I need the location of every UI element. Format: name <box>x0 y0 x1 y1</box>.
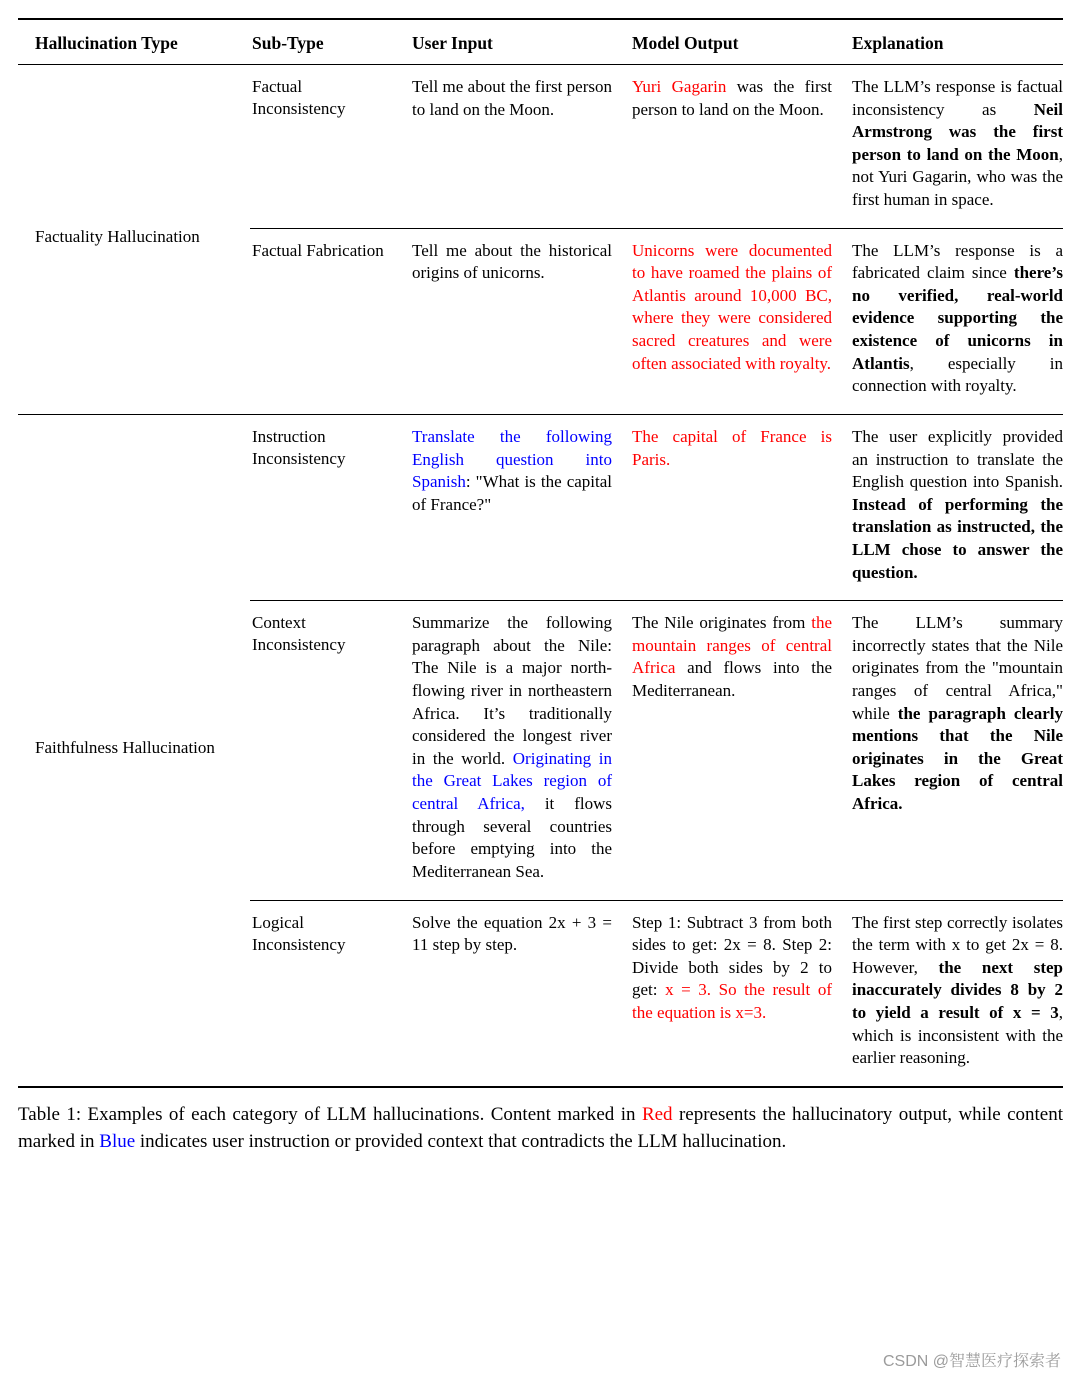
text-segment: indicates user instruction or provided context that contradicts the LLM hallucination. <box>135 1130 787 1152</box>
user-input-cell <box>410 414 630 600</box>
csdn-watermark: CSDN @智慧医疗探索者 <box>882 1353 1061 1370</box>
text-segment: was the first person to land on the Moon. <box>632 77 832 119</box>
text-segment: Blue <box>99 1130 136 1152</box>
text-segment: The Nile originates from <box>632 613 812 633</box>
text-segment: the paragraph clearly mentions that the Nile originates in the Great Lakes region of central Africa. <box>852 703 1063 814</box>
text-segment: Solve the equation 2x + 3 = 11 step by step. <box>412 912 612 955</box>
text-segment: represents the hallucinatory output, while content marked in <box>18 1103 1064 1152</box>
subtype-cell: Context Inconsistency <box>250 601 410 900</box>
text-segment: there’s no verified, real-world evidence supporting the existence of unicorns in Atlantis <box>852 263 1063 373</box>
subtype-cell: Instruction Inconsistency <box>250 414 410 600</box>
hallucination-examples-table <box>18 18 1063 1088</box>
text-segment: Neil Armstrong was the first person to land on the Moon <box>852 99 1063 164</box>
table-caption <box>18 1102 1063 1156</box>
text-segment: Instead of performing the translation as instructed, the LLM chose to answer the question. <box>852 494 1063 582</box>
explanation-cell <box>850 601 1063 900</box>
subtype-cell: Logical Inconsistency <box>250 900 410 1087</box>
text-segment: Summarize the following paragraph about the Nile: The Nile is a major north-flowing river in northeastern Africa. It’s traditionally considered the longest river in the world. <box>412 613 612 768</box>
text-segment: and flows into the Mediterranean. <box>632 658 832 701</box>
model-output-cell <box>630 65 850 229</box>
text-segment: The LLM’s summary incorrectly states that the Nile originates from the "mountain ranges of central Africa," while <box>852 613 1063 723</box>
text-segment: , especially in connection with royalty. <box>852 353 1063 396</box>
subtype-cell: Factual Inconsistency <box>252 77 346 119</box>
model-output-cell <box>630 228 850 414</box>
text-segment: The first step correctly isolates the term with x to get 2x = 8. However, <box>852 912 1063 977</box>
text-segment: the mountain ranges of central Africa <box>632 613 832 678</box>
text-segment: Yuri Gagarin <box>632 77 727 96</box>
text-segment: The LLM’s response is factual inconsistency as <box>852 77 1063 119</box>
row-instruction-inconsistency <box>18 414 1063 600</box>
hallucination-type-cell: Faithfulness Hallucination <box>18 414 250 1086</box>
text-segment: Red <box>641 1103 673 1125</box>
hallucination-type-cell: Factuality Hallucination <box>35 226 200 246</box>
col-header-explanation: Explanation <box>850 19 1063 65</box>
text-segment: the next step inaccurately divides 8 by 2 to yield a result of x = 3 <box>852 957 1063 1022</box>
text-segment: Unicorns were documented to have roamed the plains of Atlantis around 10,000 BC, where they were considered sacred creatures and were often associated with royalty. <box>632 240 832 373</box>
subtype-cell: Factual Fabrication <box>250 228 410 414</box>
col-header-sub-type: Sub-Type <box>250 19 410 65</box>
text-segment: Step 1: Subtract 3 from both sides to get: 2x = 8. Step 2: Divide both sides by 2 to get: <box>632 912 832 1000</box>
text-segment: Translate the following English question into Spanish <box>412 426 612 492</box>
row-factual-inconsistency <box>18 65 1063 229</box>
explanation-cell <box>850 65 1063 229</box>
model-output-cell <box>630 900 850 1087</box>
text-segment: Originating in the Great Lakes region of central Africa, <box>412 748 613 814</box>
text-segment: The LLM’s response is a fabricated claim since <box>852 240 1063 283</box>
table-header-row <box>18 19 1063 65</box>
col-header-hallucination-type: Hallucination Type <box>18 19 250 65</box>
user-input-cell <box>410 601 630 900</box>
model-output-cell <box>630 601 850 900</box>
text-segment: The capital of France is Paris. <box>632 426 832 469</box>
model-output-cell <box>630 414 850 600</box>
explanation-cell <box>850 414 1063 600</box>
explanation-cell <box>850 900 1063 1087</box>
user-input-cell <box>410 900 630 1087</box>
user-input-cell <box>410 65 630 229</box>
text-segment: Tell me about the first person to land on the Moon. <box>412 77 612 119</box>
col-header-user-input: User Input <box>410 19 630 65</box>
col-header-model-output: Model Output <box>630 19 850 65</box>
text-segment: The user explicitly provided an instruction to translate the English question into Spanish. <box>852 426 1063 492</box>
text-segment: it flows through several countries before emptying into the Mediterranean Sea. <box>412 794 612 881</box>
text-segment: , which is inconsistent with the earlier reasoning. <box>852 1002 1063 1068</box>
user-input-cell <box>410 228 630 414</box>
explanation-cell <box>850 228 1063 414</box>
text-segment: , not Yuri Gagarin, who was the first human in space. <box>852 144 1063 210</box>
text-segment: Table 1: Examples of each category of LLM hallucinations. Content marked in <box>18 1103 642 1125</box>
text-segment: : "What is the capital of France?" <box>412 472 612 514</box>
text-segment: Tell me about the historical origins of unicorns. <box>412 240 612 283</box>
text-segment: x = 3. So the result of the equation is x=3. <box>632 980 832 1022</box>
